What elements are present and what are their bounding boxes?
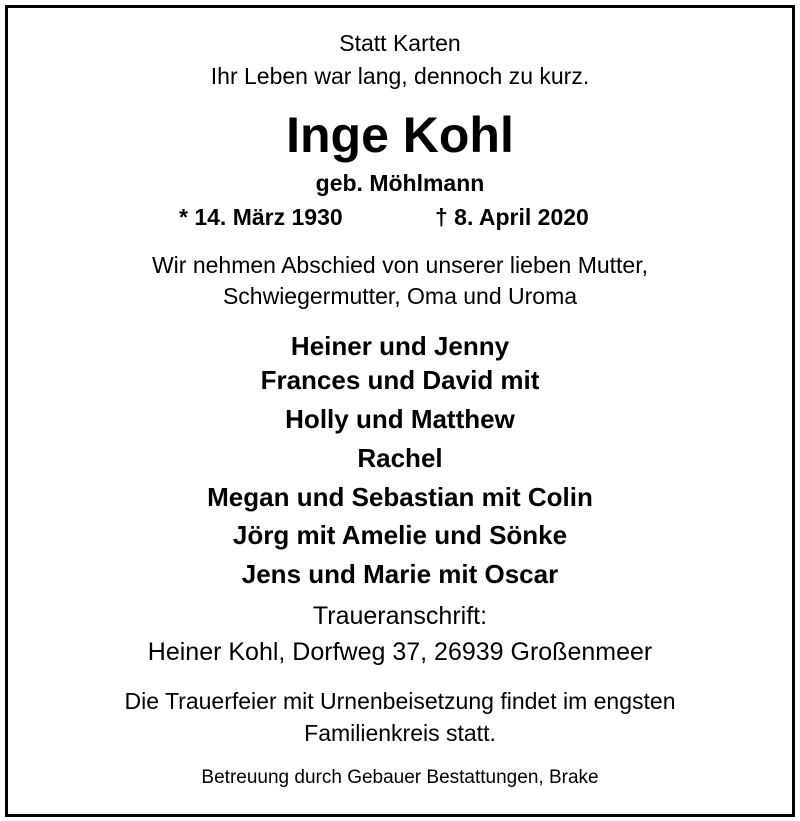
intro-line: Statt Karten (339, 30, 461, 56)
death-date: † 8. April 2020 (435, 204, 589, 230)
deceased-name: Inge Kohl (286, 107, 514, 163)
mourning-address: Heiner Kohl, Dorfweg 37, 26939 Großenmeer (147, 638, 653, 666)
service-info: Familienkreis statt. (304, 720, 496, 746)
undertaker-credit: Betreuung durch Gebauer Bestattungen, Brake (201, 767, 599, 788)
family-member-line: Jens und Marie mit Oscar (241, 559, 559, 589)
family-member-line: Rachel (357, 443, 443, 473)
farewell-text: Wir nehmen Abschied von unserer lieben Mutter, (151, 252, 649, 278)
address-label: Traueranschrift: (312, 602, 488, 630)
family-member-line: Holly und Matthew (285, 404, 515, 434)
intro-line: Ihr Leben war lang, dennoch zu kurz. (210, 63, 590, 89)
service-info: Die Trauerfeier mit Urnenbeisetzung findet im engsten (124, 688, 676, 714)
family-member-line: Jörg mit Amelie und Sönke (232, 520, 568, 550)
family-member-line: Frances und David mit (260, 365, 540, 395)
birth-date: * 14. März 1930 (179, 204, 343, 230)
birth-name: geb. Möhlmann (315, 170, 485, 196)
family-member-line: Heiner und Jenny (290, 331, 510, 361)
farewell-text: Schwiegermutter, Oma und Uroma (222, 283, 578, 309)
family-member-line: Megan und Sebastian mit Colin (207, 482, 593, 512)
